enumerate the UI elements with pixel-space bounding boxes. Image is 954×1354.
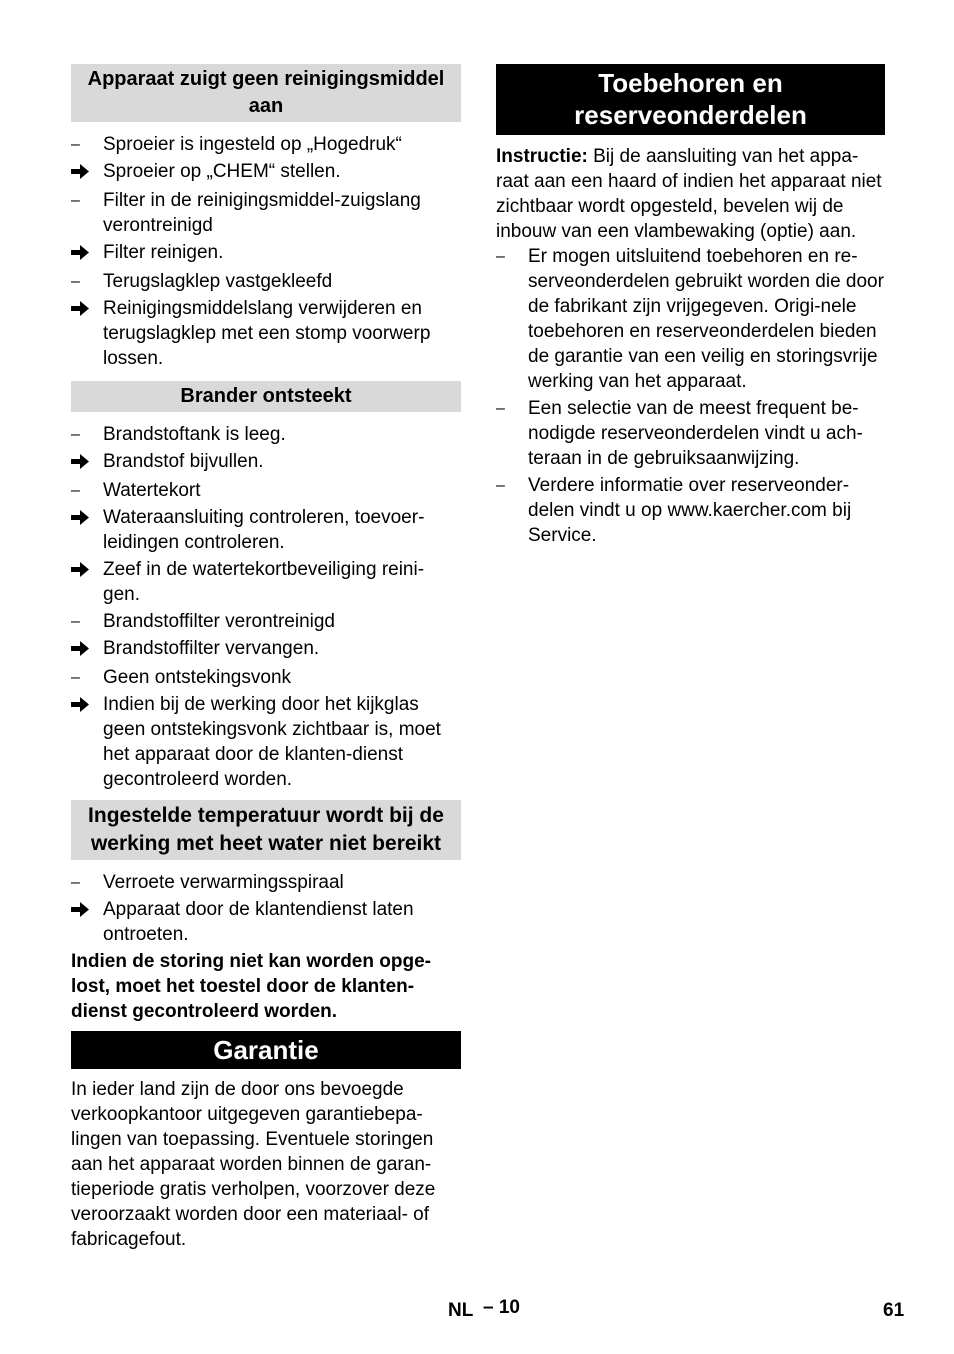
item-text: Filter in de reinigingsmiddel-zuigslang verontreinigd bbox=[103, 190, 421, 236]
dash-bullet: – bbox=[71, 273, 80, 290]
item-text: Indien bij de werking door het kijkglas geen ontstekingsvonk zichtbaar is, moet het apparaat door de klanten-dienst gecontroleerd worden. bbox=[103, 694, 441, 790]
item-text: Reinigingsmiddelslang verwijderen en terugslagklep met een stomp voorwerp lossen. bbox=[103, 298, 431, 369]
item-text: Brandstoffilter vervangen. bbox=[103, 638, 320, 659]
dash-bullet: – bbox=[71, 192, 80, 209]
cause-item bbox=[71, 665, 461, 690]
item-text: Sproeier op „CHEM“ stellen. bbox=[103, 161, 341, 182]
dash-bullet: – bbox=[496, 477, 505, 494]
item-text: Brandstof bijvullen. bbox=[103, 451, 264, 472]
item-text: Apparaat door de klantendienst laten ontroeten. bbox=[103, 899, 414, 945]
section-heading-temperature: Ingestelde temperatuur wordt bij de werking met heet water niet bereikt bbox=[71, 800, 461, 860]
arrow-right-icon bbox=[71, 159, 103, 186]
troubleshooting-list-detergent bbox=[71, 132, 461, 371]
item-text: Sproeier is ingesteld op „Hogedruk“ bbox=[103, 134, 402, 155]
cause-item bbox=[71, 478, 461, 503]
arrow-right-icon bbox=[71, 505, 103, 555]
item-text: Geen ontstekingsvonk bbox=[103, 667, 292, 688]
section-heading-burner: Brander ontsteekt bbox=[71, 381, 461, 412]
action-item bbox=[71, 557, 461, 607]
service-note: Indien de storing niet kan worden opge-lost, moet het toestel door de klanten-dienst gecontroleerd worden. bbox=[71, 951, 431, 1022]
section-heading-no-detergent: Apparaat zuigt geen reinigingsmiddel aan bbox=[71, 64, 461, 122]
arrow-right-icon bbox=[71, 449, 103, 476]
left-column bbox=[71, 64, 461, 1252]
troubleshooting-list-burner bbox=[71, 422, 461, 792]
instruction-paragraph bbox=[496, 144, 885, 244]
cause-item bbox=[496, 396, 885, 471]
cause-item bbox=[71, 609, 461, 634]
action-item bbox=[71, 159, 461, 186]
dash-bullet: – bbox=[71, 613, 80, 630]
action-item bbox=[71, 296, 461, 371]
right-column bbox=[496, 64, 885, 550]
cause-item bbox=[71, 188, 461, 238]
arrow-right-icon bbox=[71, 240, 103, 267]
garantie-text: In ieder land zijn de door ons bevoegde verkoopkantoor uitgegeven garantiebepa-lingen van toepassing. Eventuele storingen aan het apparaat worden binnen de garan-tieperiode gratis verholpen, voorzover deze veroorzaakt worden door een materiaal- of fabricagefout. bbox=[71, 1079, 436, 1250]
cause-item bbox=[496, 473, 885, 548]
cause-item bbox=[71, 422, 461, 447]
arrow-right-icon bbox=[71, 692, 103, 792]
action-item bbox=[71, 505, 461, 555]
footer-page-number: 61 bbox=[883, 1300, 905, 1321]
item-text: Terugslagklep vastgekleefd bbox=[103, 271, 333, 292]
item-text: Een selectie van de meest frequent be-nodigde reserveonderdelen vindt u ach-teraan in de gebruiksaanwijzing. bbox=[528, 398, 863, 469]
action-item bbox=[71, 636, 461, 663]
instruction-text: Bij de aansluiting van het appa-raat aan een haard of indien het apparaat niet zichtbaar wordt opgesteld, bevelen wij de inbouw van een vlambewaking (optie) aan. bbox=[496, 146, 882, 242]
dash-bullet: – bbox=[71, 482, 80, 499]
item-text: Verroete verwarmingsspiraal bbox=[103, 872, 344, 893]
instruction-label: Instructie: bbox=[496, 146, 588, 167]
arrow-right-icon bbox=[71, 636, 103, 663]
item-text: Brandstoftank is leeg. bbox=[103, 424, 286, 445]
footer-section-page: – 10 bbox=[483, 1297, 520, 1318]
troubleshooting-list-temperature bbox=[71, 870, 461, 947]
item-text: Zeef in de watertekortbeveiliging reini-gen. bbox=[103, 559, 425, 605]
action-item bbox=[71, 692, 461, 792]
dash-bullet: – bbox=[71, 426, 80, 443]
dash-bullet: – bbox=[71, 874, 80, 891]
garantie-heading: Garantie bbox=[71, 1031, 461, 1069]
footer-language: NL bbox=[448, 1300, 474, 1321]
arrow-right-icon bbox=[71, 897, 103, 947]
cause-item bbox=[71, 870, 461, 895]
cause-item bbox=[71, 132, 461, 157]
accessories-heading: Toebehoren en reserveonderdelen bbox=[496, 64, 885, 135]
item-text: Wateraansluiting controleren, toevoer-leidingen controleren. bbox=[103, 507, 425, 553]
dash-bullet: – bbox=[71, 669, 80, 686]
arrow-right-icon bbox=[71, 296, 103, 371]
item-text: Filter reinigen. bbox=[103, 242, 224, 263]
arrow-right-icon bbox=[71, 557, 103, 607]
item-text: Brandstoffilter verontreinigd bbox=[103, 611, 335, 632]
action-item bbox=[71, 897, 461, 947]
item-text: Watertekort bbox=[103, 480, 201, 501]
cause-item bbox=[496, 244, 885, 394]
action-item bbox=[71, 240, 461, 267]
dash-bullet: – bbox=[496, 400, 505, 417]
accessories-list bbox=[496, 244, 885, 548]
dash-bullet: – bbox=[496, 248, 505, 265]
action-item bbox=[71, 449, 461, 476]
cause-item bbox=[71, 269, 461, 294]
dash-bullet: – bbox=[71, 136, 80, 153]
item-text: Er mogen uitsluitend toebehoren en re-serveonderdelen gebruikt worden die door de fabrikant zijn vrijgegeven. Origi-nele toebehoren en reserveonderdelen bieden de garantie van een veilig en storingsvrije werking van het apparaat. bbox=[528, 246, 884, 392]
item-text: Verdere informatie over reserveonder-delen vindt u op www.kaercher.com bij Service. bbox=[528, 475, 852, 546]
